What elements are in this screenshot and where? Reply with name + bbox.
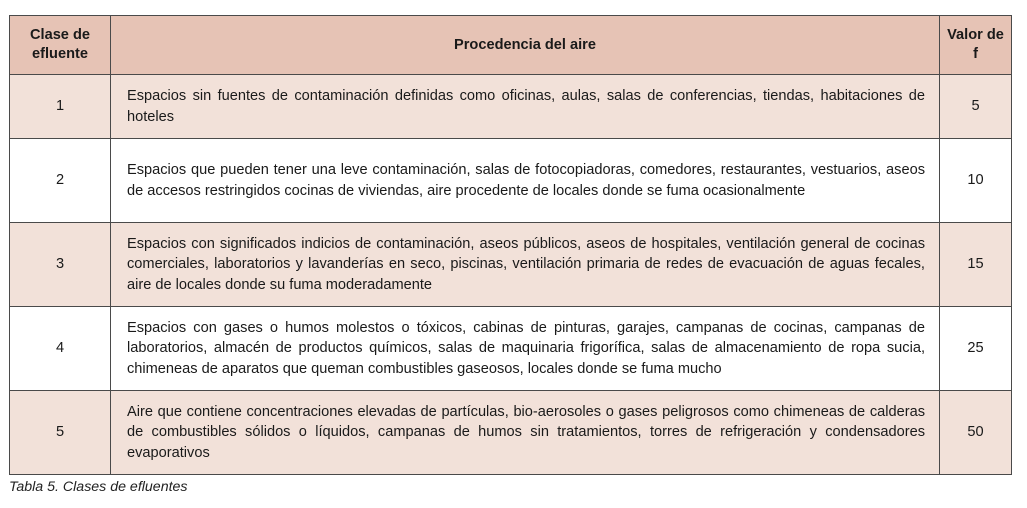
table-header-row — [10, 16, 1012, 75]
row-value-cell: 5 — [940, 75, 1012, 139]
row-description-cell: Espacios con significados indicios de contaminación, aseos públicos, aseos de hospitales, ventilación general de cocinas comerciales, laboratorios y lavanderías en seco, piscinas, ventilación primaria de redes de evacuación de aguas fecales, aire de locales donde su fuma moderadamente — [111, 223, 940, 307]
table-row — [10, 75, 1012, 139]
effluent-classes-table — [9, 15, 1012, 475]
table-row — [10, 223, 1012, 307]
row-value-cell: 25 — [940, 307, 1012, 391]
row-value-cell: 50 — [940, 391, 1012, 475]
row-value-cell: 15 — [940, 223, 1012, 307]
row-description-cell: Espacios con gases o humos molestos o tóxicos, cabinas de pinturas, garajes, campanas de cocinas, campanas de laboratorios, almacén de productos químicos, salas de maquinaria frigorífica, salas de almacenamiento de ropa sucia, chimeneas de aparatos que queman combustibles gaseosos, locales donde se fuma mucho — [111, 307, 940, 391]
table-row — [10, 139, 1012, 223]
row-description-cell: Espacios sin fuentes de contaminación definidas como oficinas, aulas, salas de conferencias, tiendas, habitaciones de hoteles — [111, 75, 940, 139]
header-value: Valor de f — [940, 16, 1012, 75]
row-class-cell: 3 — [10, 223, 111, 307]
table-row — [10, 391, 1012, 475]
header-class: Clase de efluente — [10, 16, 111, 75]
row-class-cell: 4 — [10, 307, 111, 391]
table-caption: Tabla 5. Clases de efluentes — [9, 479, 188, 495]
header-origin: Procedencia del aire — [111, 16, 940, 75]
row-value-cell: 10 — [940, 139, 1012, 223]
row-class-cell: 2 — [10, 139, 111, 223]
table-row — [10, 307, 1012, 391]
row-description-cell: Aire que contiene concentraciones elevadas de partículas, bio-aerosoles o gases peligrosos como chimeneas de calderas de combustibles sólidos o líquidos, campanas de humos sin tratamientos, torres de refrigeración y condensadores evaporativos — [111, 391, 940, 475]
row-description-cell: Espacios que pueden tener una leve contaminación, salas de fotocopiadoras, comedores, restaurantes, vestuarios, aseos de accesos restringidos cocinas de viviendas, aire procedente de locales donde se fuma ocasionalmente — [111, 139, 940, 223]
row-class-cell: 5 — [10, 391, 111, 475]
row-class-cell: 1 — [10, 75, 111, 139]
